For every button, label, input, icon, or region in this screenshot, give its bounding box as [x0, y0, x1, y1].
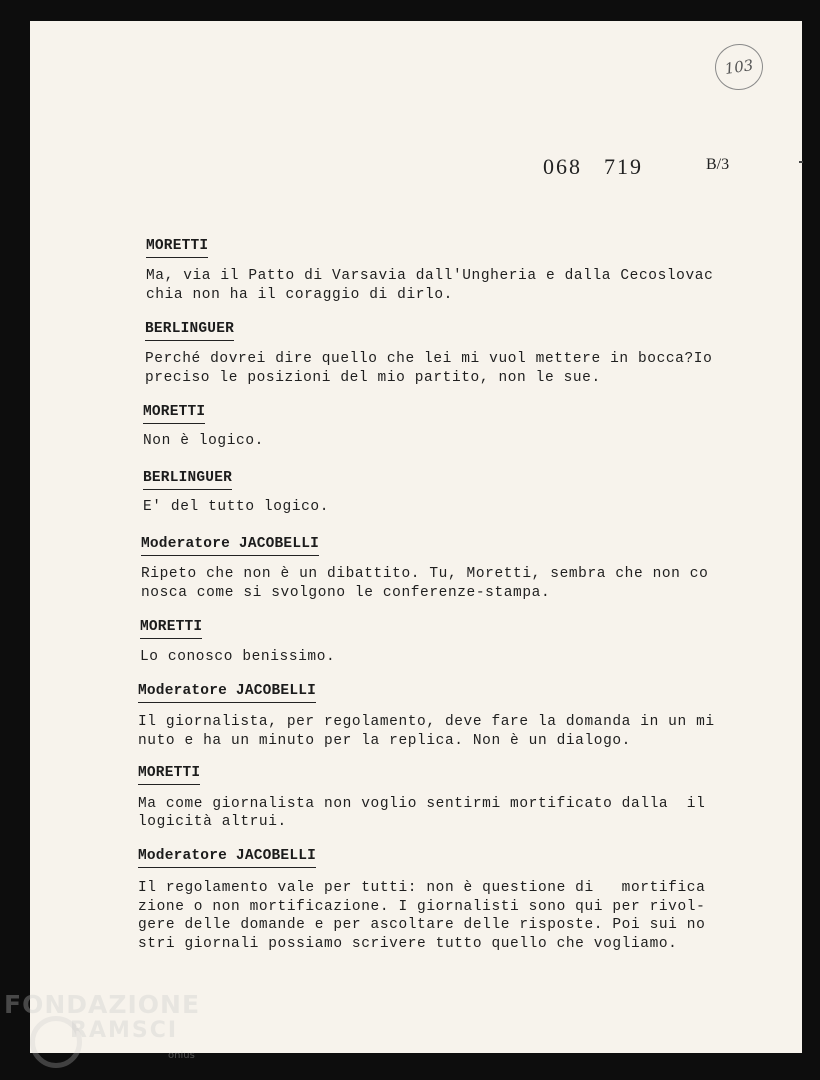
- dialogue-line: Non è logico.: [143, 433, 264, 449]
- document-number: [543, 154, 643, 180]
- folio-number: 103: [723, 56, 755, 78]
- dialogue-line: Perché dovrei dire quello che lei mi vuol mettere in bocca?Io: [145, 351, 713, 367]
- speaker-underline: [145, 340, 234, 342]
- speaker-name: Moderatore JACOBELLI: [138, 848, 316, 864]
- dialogue-line: logicità altrui.: [138, 814, 287, 830]
- speaker-name: Moderatore JACOBELLI: [138, 683, 316, 699]
- dialogue-line: Ripeto che non è un dibattito. Tu, Moretti, sembra che non co: [141, 566, 709, 582]
- speaker-name: MORETTI: [146, 238, 208, 254]
- dialogue-line: gere delle domande e per ascoltare delle risposte. Poi sui no: [138, 917, 706, 933]
- dialogue-line: Lo conosco benissimo.: [140, 649, 336, 665]
- speaker-name: BERLINGUER: [145, 321, 234, 337]
- dialogue-line: chia non ha il coraggio di dirlo.: [146, 287, 453, 303]
- watermark-suffix: onlus: [168, 1050, 195, 1061]
- speaker-underline: [138, 867, 316, 869]
- speaker-underline: [143, 423, 205, 425]
- dialogue-line: nosca come si svolgono le conferenze-stampa.: [141, 585, 551, 601]
- speaker-name: Moderatore JACOBELLI: [141, 536, 319, 552]
- dialogue-line: Ma, via il Patto di Varsavia dall'Ungheria e dalla Cecoslovac: [146, 268, 714, 284]
- margin-tick: [799, 161, 803, 163]
- speaker-underline: [141, 555, 319, 557]
- watermark-line-2: RAMSCI: [70, 1018, 179, 1043]
- document-number-part-2: 719: [604, 154, 643, 179]
- speaker-underline: [138, 784, 200, 786]
- speaker-name: MORETTI: [143, 404, 205, 420]
- document-number-part-1: 068: [543, 154, 582, 179]
- dialogue-line: Il giornalista, per regolamento, deve fare la domanda in un mi: [138, 714, 715, 730]
- dialogue-line: zione o non mortificazione. I giornalisti sono qui per rivol-: [138, 899, 706, 915]
- dialogue-line: nuto e ha un minuto per la replica. Non è un dialogo.: [138, 733, 631, 749]
- speaker-name: MORETTI: [140, 619, 202, 635]
- dialogue-line: preciso le posizioni del mio partito, non le sue.: [145, 370, 601, 386]
- dialogue-line: Il regolamento vale per tutti: non è questione di mortifica: [138, 880, 706, 896]
- watermark-line-1: FONDAZIONE: [4, 990, 201, 1019]
- speaker-underline: [140, 638, 202, 640]
- speaker-underline: [143, 489, 232, 491]
- dialogue-line: Ma come giornalista non voglio sentirmi mortificato dalla il: [138, 796, 706, 812]
- speaker-name: MORETTI: [138, 765, 200, 781]
- speaker-underline: [146, 257, 208, 259]
- dialogue-line: E' del tutto logico.: [143, 499, 330, 515]
- speaker-underline: [138, 702, 316, 704]
- speaker-name: BERLINGUER: [143, 470, 232, 486]
- document-reference: B/3: [706, 156, 730, 173]
- dialogue-line: stri giornali possiamo scrivere tutto quello che vogliamo.: [138, 936, 678, 952]
